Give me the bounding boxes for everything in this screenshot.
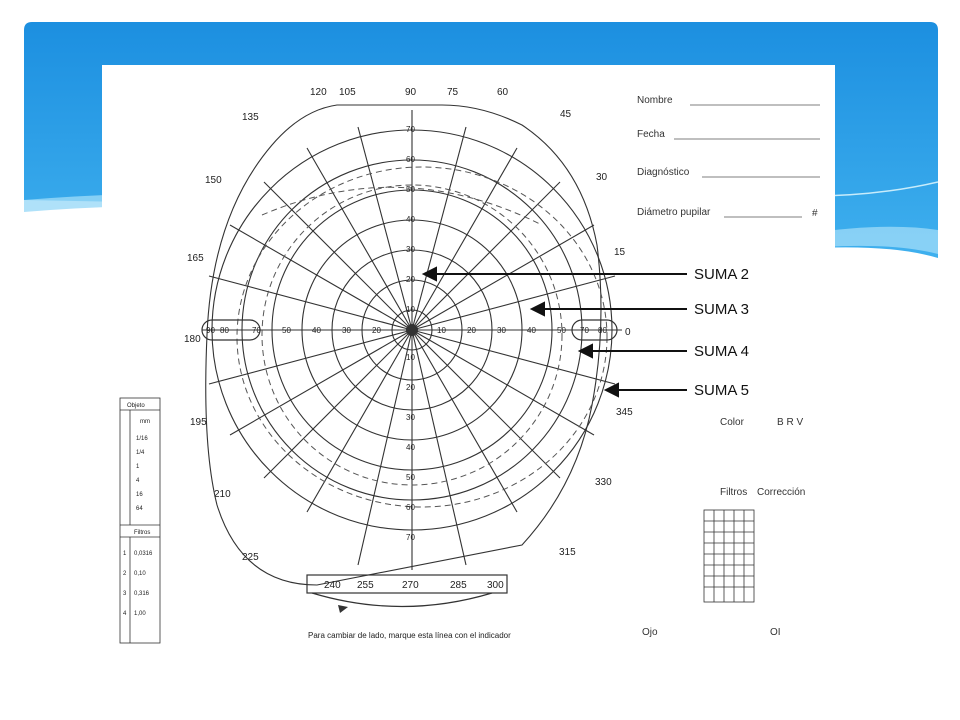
rotate-arc <box>312 593 492 607</box>
filter-cell: 0,316 <box>134 591 150 597</box>
suma-arrows <box>424 268 687 396</box>
bottom-label: 285 <box>450 580 467 591</box>
size-cell: 16 <box>136 492 143 498</box>
radial-number: 40 <box>527 326 536 335</box>
suma-2-label: SUMA 2 <box>694 266 750 283</box>
radial-number: 70 <box>580 326 589 335</box>
radial-number: 30 <box>406 413 415 422</box>
fecha-label: Fecha <box>637 129 665 140</box>
filter-num: 1 <box>123 551 127 557</box>
perimetry-grid <box>202 105 622 585</box>
radial-number: 30 <box>342 326 351 335</box>
rim-label: 210 <box>214 489 231 500</box>
bottom-label: 240 <box>324 580 341 591</box>
radial-number: 60 <box>406 155 415 164</box>
radial-number: 90 <box>206 326 215 335</box>
radial-number: 20 <box>406 383 415 392</box>
radial-number: 50 <box>282 326 291 335</box>
size-cell: 4 <box>136 478 140 484</box>
radial-number: 30 <box>497 326 506 335</box>
filter-cell: 0,0316 <box>134 551 153 557</box>
radial-number: 40 <box>406 215 415 224</box>
table-header: Objeto <box>127 403 145 409</box>
radial-number: 70 <box>252 326 261 335</box>
filtros-label: Filtros <box>720 487 748 498</box>
od-label: Ojo <box>642 627 658 638</box>
diametro-unit: # <box>812 208 818 219</box>
radial-number: 50 <box>406 473 415 482</box>
radial-number: 10 <box>406 353 415 362</box>
radial-number: 20 <box>372 326 381 335</box>
radial-number: 80 <box>220 326 229 335</box>
rotate-caption: Para cambiar de lado, marque esta línea con el indicador <box>308 631 511 640</box>
radial-number: 20 <box>406 275 415 284</box>
bottom-label: 300 <box>487 580 504 591</box>
radial-number: 20 <box>467 326 476 335</box>
radial-number: 10 <box>406 305 415 314</box>
diametro-label: Diámetro pupilar <box>637 207 711 218</box>
radial-number: 50 <box>406 185 415 194</box>
table-col-mm: mm <box>140 419 150 425</box>
color-values: B R V <box>777 417 804 428</box>
bottom-label: 270 <box>402 580 419 591</box>
top-label: 60 <box>497 87 509 98</box>
radial-number: 30 <box>406 245 415 254</box>
filter-num: 4 <box>123 611 127 617</box>
suma-3-label: SUMA 3 <box>694 301 750 318</box>
correction-grid <box>704 510 754 602</box>
rim-label: 30 <box>596 172 608 183</box>
rim-label: 45 <box>560 109 572 120</box>
oi-label: OI <box>770 627 781 638</box>
top-label: 120 <box>310 87 327 98</box>
radial-number: 40 <box>406 443 415 452</box>
rim-label: 0 <box>625 327 631 338</box>
visual-field-chart-sheet <box>102 65 835 650</box>
rim-label: 195 <box>190 417 207 428</box>
size-cell: 1 <box>136 464 140 470</box>
size-cell: 1/4 <box>136 450 145 456</box>
radial-number: 70 <box>406 125 415 134</box>
top-label: 75 <box>447 87 459 98</box>
suma-4-label: SUMA 4 <box>694 343 750 360</box>
rim-label: 225 <box>242 552 259 563</box>
nombre-label: Nombre <box>637 95 673 106</box>
rim-label: 345 <box>616 407 633 418</box>
filter-cell: 0,10 <box>134 571 146 577</box>
rim-label: 15 <box>614 247 626 258</box>
filter-header: Filtros <box>134 530 151 536</box>
fixation-point <box>406 324 418 336</box>
rim-label: 165 <box>187 253 204 264</box>
object-size-table <box>120 398 160 643</box>
correccion-label: Corrección <box>757 487 806 498</box>
diagnostico-label: Diagnóstico <box>637 167 690 178</box>
rim-label: 315 <box>559 547 576 558</box>
rim-label: 330 <box>595 477 612 488</box>
patient-form <box>637 95 820 219</box>
top-label: 90 <box>405 87 417 98</box>
rim-label: 180 <box>184 334 201 345</box>
radial-number: 40 <box>312 326 321 335</box>
radial-number: 70 <box>406 533 415 542</box>
filter-num: 2 <box>123 571 127 577</box>
bottom-label: 255 <box>357 580 374 591</box>
filter-num: 3 <box>123 591 127 597</box>
size-cell: 64 <box>136 506 143 512</box>
size-cell: 1/16 <box>136 436 148 442</box>
arc-arrowhead <box>338 605 348 613</box>
radial-number: 10 <box>437 326 446 335</box>
filter-cell: 1,00 <box>134 611 146 617</box>
rim-label: 135 <box>242 112 259 123</box>
radial-number: 50 <box>557 326 566 335</box>
radial-number: 80 <box>598 326 607 335</box>
top-label: 105 <box>339 87 356 98</box>
suma-5-label: SUMA 5 <box>694 382 750 399</box>
rim-label: 150 <box>205 175 222 186</box>
radial-number: 60 <box>406 503 415 512</box>
color-label: Color <box>720 417 744 428</box>
